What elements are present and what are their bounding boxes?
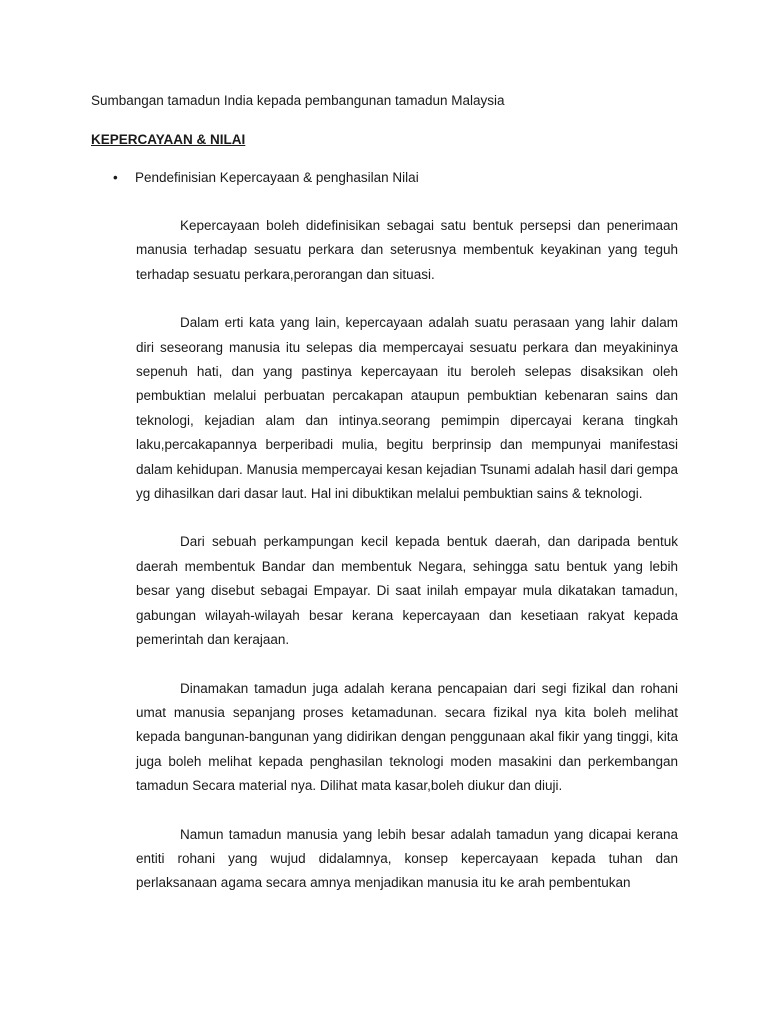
paragraph-other-meaning: Dalam erti kata yang lain, kepercayaan adalah suatu perasaan yang lahir dalam diri seseorang manusia itu selepas dia mempercayai sesuatu perkara dan meyakininya sepenuh hati, dan yang pastinya kepercayaan itu beroleh selepas disaksikan oleh pembuktian melalui perbuatan percakapan ataupun pembuktian kebenaran sains dan teknologi, kejadian alam dan intinya.seorang pemimpin dipercayai kerana tingkah laku,percakapannya berperibadi mulia, begitu berprinsip dan mempunyai manifestasi dalam kehidupan. Manusia mempercayai kesan kejadian Tsunami adalah hasil dari gempa yg dihasilkan dari dasar laut. Hal ini dibuktikan melalui pembuktian sains & teknologi.	[136, 315, 678, 502]
paragraph-achievement: Dinamakan tamadun juga adalah kerana pencapaian dari segi fizikal dan rohani umat manusia sepanjang proses ketamadunan. secara fizikal nya kita boleh melihat kepada bangunan-bangunan yang didirikan dengan penggunaan akal fikir yang tinggi, kita juga boleh melihat kepada penghasilan teknologi moden masakini dan perkembangan tamadun Secara material nya. Dilihat mata kasar,boleh diukur dan diuji.	[136, 680, 678, 794]
paragraph-empire: Dari sebuah perkampungan kecil kepada bentuk daerah, dan daripada bentuk daerah membentuk Bandar dan membentuk Negara, sehingga satu bentuk yang lebih besar yang disebut sebagai Empayar. Di saat inilah empayar mula dikatakan tamadun, gabungan wilayah-wilayah besar kerana kepercayaan dan kesetiaan rakyat kepada pemerintah dan kerajaan.	[136, 534, 678, 648]
document-title: Sumbangan tamadun India kepada pembangunan tamadun Malaysia	[91, 93, 505, 108]
bullet-item	[113, 169, 419, 187]
paragraph-definition: Kepercayaan boleh didefinisikan sebagai satu bentuk persepsi dan penerimaan manusia terhadap sesuatu perkara dan seterusnya membentuk keyakinan yang teguh terhadap sesuatu perkara,perorangan dan situasi.	[136, 218, 678, 282]
paragraph-spiritual: Namun tamadun manusia yang lebih besar adalah tamadun yang dicapai kerana entiti rohani yang wujud didalamnya, konsep kepercayaan kepada tuhan dan perlaksanaan agama secara amnya menjadikan manusia itu ke arah pembentukan	[136, 826, 678, 891]
bullet-marker: •	[113, 170, 118, 185]
section-heading: KEPERCAYAAN & NILAI	[91, 132, 246, 147]
document-body	[136, 214, 678, 920]
bullet-text: Pendefinisian Kepercayaan & penghasilan Nilai	[135, 170, 419, 185]
